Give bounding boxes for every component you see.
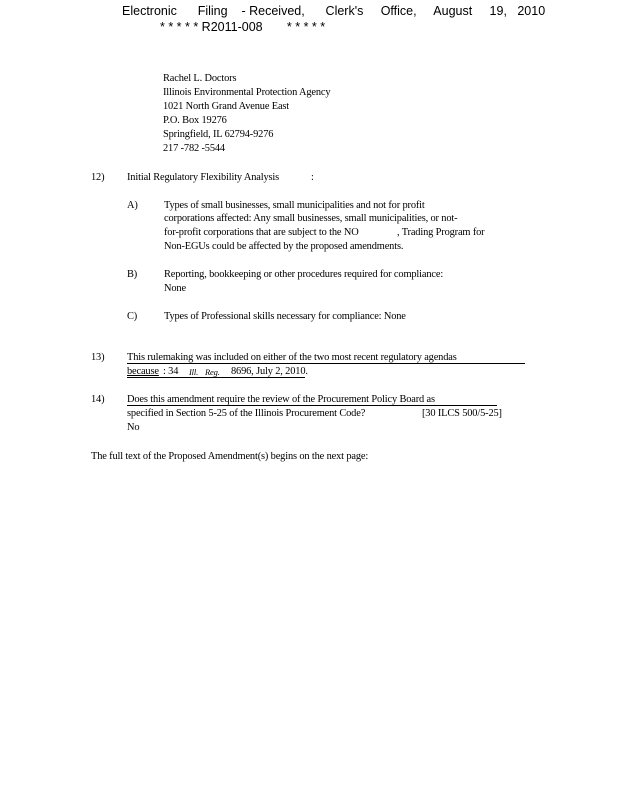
section-14-number: 14) — [91, 394, 105, 405]
item-c-label: C) — [127, 311, 138, 322]
section-13-number: 13) — [91, 352, 105, 363]
section-13-volume: : 34 — [163, 366, 179, 377]
item-b-line-2: None — [164, 283, 186, 294]
section-13-underline — [127, 363, 525, 364]
contact-phone: 217 -782 -5544 — [163, 143, 225, 154]
section-12-colon: : — [311, 172, 314, 183]
contact-agency: Illinois Environmental Protection Agency — [163, 87, 331, 98]
section-13-citation: 8696, July 2, 2010. — [231, 366, 308, 377]
section-14-answer: No — [127, 422, 140, 433]
section-12-title: Initial Regulatory Flexibility Analysis — [127, 172, 280, 183]
contact-name: Rachel L. Doctors — [163, 73, 237, 84]
item-c-line-1: Types of Professional skills necessary for compliance: None — [164, 311, 406, 322]
section-12-number: 12) — [91, 172, 105, 183]
section-14-line-2: specified in Section 5-25 of the Illinois Procurement Code? — [127, 408, 366, 419]
section-13-ill: Ill. — [189, 367, 199, 377]
filing-stamp-line: Electronic Filing - Received, Clerk's Office, August 19, 2010 — [122, 4, 546, 18]
contact-street: 1021 North Grand Avenue East — [163, 101, 290, 112]
docket-number-line: * * * * * R2011-008 * * * * * — [160, 20, 326, 34]
item-a-line-1: Types of small businesses, small municipalities and not for profit — [164, 200, 425, 211]
section-13-line-1: This rulemaking was included on either of the two most recent regulatory agendas — [127, 352, 457, 363]
section-13-reg: Reg. — [205, 367, 220, 377]
full-text-notice: The full text of the Proposed Amendment(s) begins on the next page: — [91, 451, 369, 462]
section-14-underline — [127, 405, 497, 406]
item-b-label: B) — [127, 269, 138, 280]
item-a-line-3b: , Trading Program for — [397, 227, 485, 238]
item-a-line-3a: for-profit corporations that are subject to the NO — [164, 227, 359, 238]
section-13-underline-2 — [127, 377, 305, 378]
item-a-line-2: corporations affected: Any small businesses, small municipalities, or not- — [164, 213, 458, 224]
contact-city: Springfield, IL 62794-9276 — [163, 129, 274, 140]
item-a-line-4: Non-EGUs could be affected by the proposed amendments. — [164, 241, 404, 252]
section-14-line-1: Does this amendment require the review of the Procurement Policy Board as — [127, 394, 435, 405]
item-a-label: A) — [127, 200, 138, 211]
item-b-line-1: Reporting, bookkeeping or other procedures required for compliance: — [164, 269, 444, 280]
section-13-because: because — [127, 366, 159, 377]
section-14-citation: [30 ILCS 500/5-25] — [422, 408, 502, 419]
contact-po-box: P.O. Box 19276 — [163, 115, 227, 126]
